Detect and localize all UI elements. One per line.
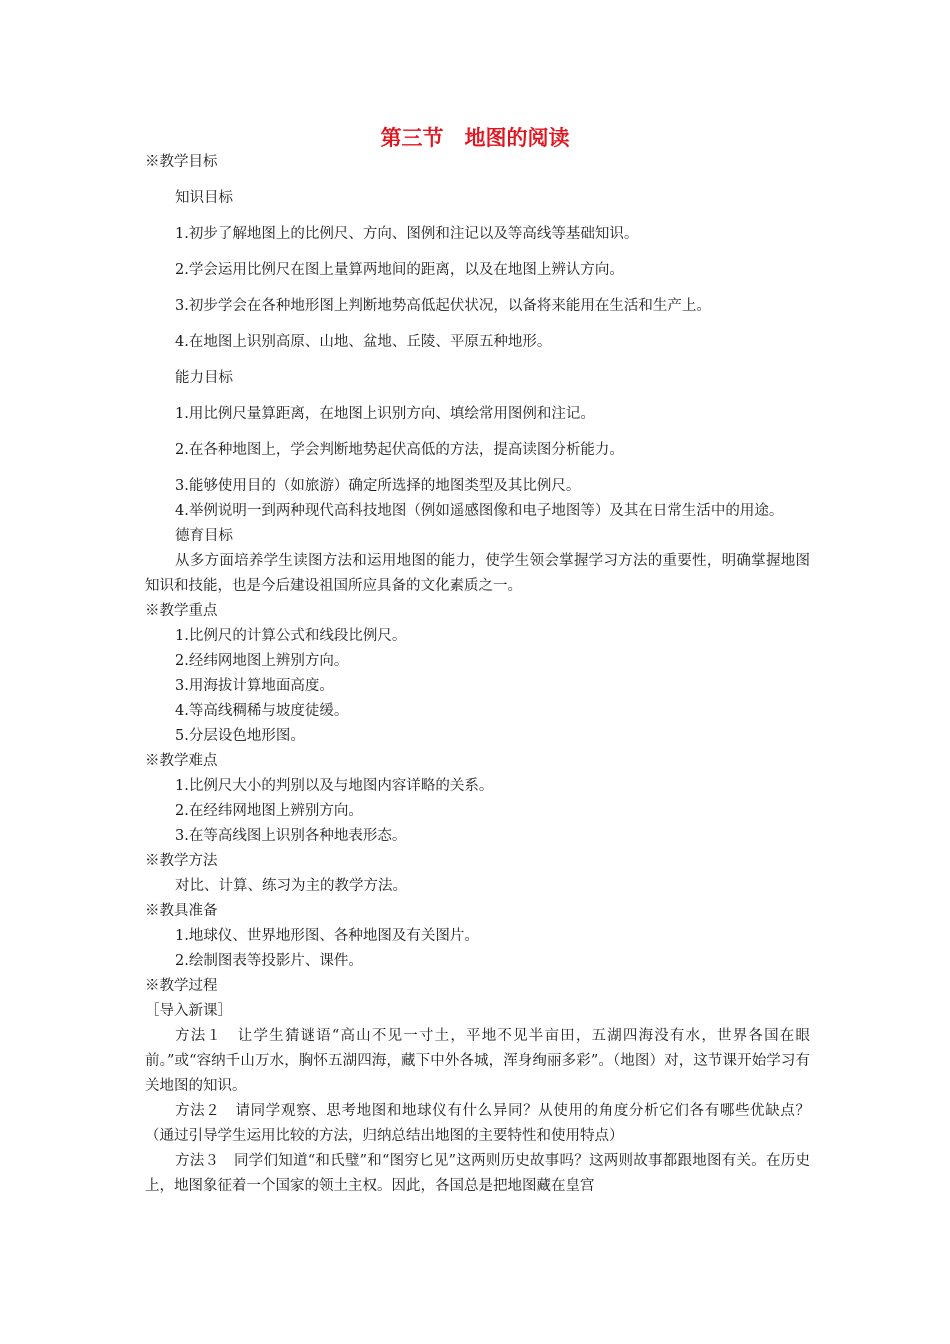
list-item: 3.初步学会在各种地形图上判断地势高低起伏状况，以备将来能用在生活和生产上。 bbox=[175, 298, 711, 314]
list-item: 4.在地图上识别高原、山地、盆地、丘陵、平原五种地形。 bbox=[175, 334, 552, 350]
list-item: 1.用比例尺量算距离，在地图上识别方向、填绘常用图例和注记。 bbox=[175, 406, 595, 422]
process-paragraph: 方法２ 请同学观察、思考地图和地球仪有什么异同？从使用的角度分析它们各有哪些优缺点？（通过引导学生运用比较的方法，归纳总结出地图的主要特性和使用特点） bbox=[145, 1103, 810, 1144]
list-item: 1.地球仪、世界地形图、各种地图及有关图片。 bbox=[175, 928, 479, 944]
list-item: 1.比例尺的计算公式和线段比例尺。 bbox=[175, 628, 407, 644]
list-item: 3.在等高线图上识别各种地表形态。 bbox=[175, 828, 407, 844]
subheading-ability: 能力目标 bbox=[175, 370, 233, 386]
list-item: 3.用海拔计算地面高度。 bbox=[175, 678, 334, 694]
list-item: 1.比例尺大小的判别以及与地图内容详略的关系。 bbox=[175, 778, 494, 794]
list-item: 2.在经纬网地图上辨别方向。 bbox=[175, 803, 363, 819]
process-paragraph: 方法１ 让学生猜谜语“高山不见一寸土，平地不见半亩田，五湖四海没有水，世界各国在眼前。”或“容纳千山万水，胸怀五湖四海，藏下中外各城，浑身绚丽多彩”。（地图）对，这节课开始学习有关地图的知识。 bbox=[145, 1028, 810, 1094]
section-heading-process: ※教学过程 bbox=[145, 978, 218, 994]
document-body bbox=[145, 150, 810, 1199]
section-heading-objectives: ※教学目标 bbox=[145, 154, 218, 170]
list-item: 1.初步了解地图上的比例尺、方向、图例和注记以及等高线等基础知识。 bbox=[175, 226, 639, 242]
moral-paragraph: 从多方面培养学生读图方法和运用地图的能力，使学生领会掌握学习方法的重要性，明确掌握地图知识和技能，也是今后建设祖国所应具备的文化素质之一。 bbox=[145, 553, 810, 594]
list-item: 4.等高线稠稀与坡度徒缓。 bbox=[175, 703, 349, 719]
section-heading-aids: ※教具准备 bbox=[145, 903, 218, 919]
section-heading-methods: ※教学方法 bbox=[145, 853, 218, 869]
list-item: 3.能够使用目的（如旅游）确定所选择的地图类型及其比例尺。 bbox=[175, 478, 581, 494]
list-item: 2.经纬网地图上辨别方向。 bbox=[175, 653, 349, 669]
page-title: 第三节 地图的阅读 bbox=[380, 126, 570, 150]
list-item: 2.学会运用比例尺在图上量算两地间的距离，以及在地图上辨认方向。 bbox=[175, 262, 624, 278]
section-heading-difficulties: ※教学难点 bbox=[145, 753, 218, 769]
list-item: 2.在各种地图上，学会判断地势起伏高低的方法，提高读图分析能力。 bbox=[175, 442, 624, 458]
process-paragraph: 方法３ 同学们知道“和氏璧”和“图穷匕见”这两则历史故事吗？这两则故事都跟地图有关。在历史上，地图象征着一个国家的领土主权。因此，各国总是把地图藏在皇宫 bbox=[145, 1153, 810, 1194]
subheading-intro: ［导入新课］ bbox=[145, 1003, 232, 1019]
subheading-moral: 德育目标 bbox=[175, 528, 233, 544]
methods-text: 对比、计算、练习为主的教学方法。 bbox=[175, 878, 407, 894]
subheading-knowledge: 知识目标 bbox=[175, 190, 233, 206]
list-item: 4.举例说明一到两种现代高科技地图（例如遥感图像和电子地图等）及其在日常生活中的用途。 bbox=[175, 503, 784, 519]
list-item: 5.分层设色地形图。 bbox=[175, 728, 305, 744]
section-heading-key-points: ※教学重点 bbox=[145, 603, 218, 619]
list-item: 2.绘制图表等投影片、课件。 bbox=[175, 953, 363, 969]
